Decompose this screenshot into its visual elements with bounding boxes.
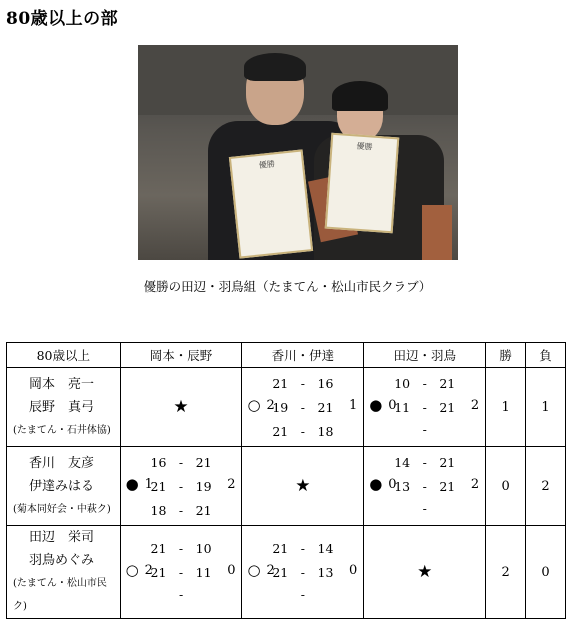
match-score-box — [364, 368, 485, 446]
player-name-2: 羽鳥めぐみ — [29, 553, 95, 568]
wins-count: 0 — [486, 447, 526, 526]
games-won: 0 — [388, 477, 397, 492]
header-wins: 勝 — [486, 343, 526, 368]
match-result-mark: ○ — [247, 396, 261, 414]
games-lost: 0 — [227, 563, 236, 578]
table-row — [7, 368, 566, 447]
game-1-score: 21 - 14 — [272, 541, 334, 556]
player-cell — [7, 368, 121, 447]
game-3-score: 18 - 21 — [150, 503, 212, 518]
match-score-cell — [120, 526, 242, 619]
player-name-2: 伊達みはる — [29, 478, 95, 494]
match-score-box — [242, 533, 363, 611]
self-match-star: ★ — [242, 447, 364, 526]
winners-photo — [138, 45, 458, 260]
player-club: (たまてん・石井体協) — [13, 424, 111, 436]
certificate-right-text: 優勝 — [356, 141, 373, 152]
self-match-star: ★ — [120, 368, 242, 447]
match-result-mark: ○ — [247, 561, 261, 579]
table-row — [7, 526, 566, 619]
header-losses: 負 — [526, 343, 566, 368]
player-cell — [7, 447, 121, 526]
match-score-box — [364, 447, 485, 525]
header-team-1: 岡本・辰野 — [120, 343, 242, 368]
games-lost: 2 — [227, 477, 236, 492]
match-score-cell — [364, 447, 486, 526]
match-score-box — [121, 533, 242, 611]
losses-count: 1 — [526, 368, 566, 447]
game-1-score: 16 - 21 — [150, 455, 212, 470]
table-header-row — [7, 343, 566, 368]
game-2-score: 11 - 21 — [394, 400, 456, 415]
match-score-cell — [364, 368, 486, 447]
game-3-score: - — [178, 587, 184, 602]
game-3-score: - — [422, 422, 427, 437]
losses-count: 0 — [526, 526, 566, 619]
player-name-1: 田辺 栄司 — [29, 530, 95, 545]
match-score-cell — [242, 526, 364, 619]
self-match-star: ★ — [364, 526, 486, 619]
match-result-mark: ○ — [125, 561, 139, 579]
player-name-1: 香川 友彦 — [29, 455, 95, 471]
game-2-score: 21 - 11 — [150, 565, 212, 580]
games-lost: 2 — [470, 477, 480, 492]
match-score-box — [242, 368, 363, 446]
certificate-right — [325, 133, 400, 234]
games-lost: 0 — [349, 563, 358, 578]
player-cell — [7, 526, 121, 619]
games-won: 2 — [266, 398, 275, 413]
wins-count: 1 — [486, 368, 526, 447]
game-2-score: 19 - 21 — [272, 400, 334, 415]
game-1-score: 10 - 21 — [394, 376, 456, 391]
prize-bag-right — [422, 205, 452, 260]
game-3-score: - — [300, 587, 305, 602]
losses-count: 2 — [526, 447, 566, 526]
certificate-left — [229, 149, 313, 258]
match-score-cell — [242, 368, 364, 447]
photo-woman-hair — [332, 81, 388, 111]
game-1-score: 14 - 21 — [394, 455, 456, 470]
games-won: 1 — [144, 477, 153, 492]
game-3-score: 21 - 18 — [272, 424, 334, 439]
match-score-cell — [120, 447, 242, 526]
certificate-left-text: 優勝 — [258, 159, 276, 171]
match-result-mark: ● — [369, 396, 383, 414]
header-team-3: 田辺・羽鳥 — [364, 343, 486, 368]
game-1-score: 21 - 16 — [272, 376, 334, 391]
player-club: (たまてん・松山市民ク) — [13, 578, 107, 612]
game-2-score: 21 - 19 — [150, 479, 212, 494]
match-result-mark: ● — [369, 475, 383, 493]
photo-caption: 優勝の田辺・羽鳥組（たまてん・松山市民クラブ） — [143, 279, 432, 294]
game-2-score: 21 - 13 — [272, 565, 334, 580]
table-row — [7, 447, 566, 526]
photo-man-hair — [244, 53, 306, 81]
games-lost: 2 — [470, 398, 480, 413]
game-3-score: - — [422, 501, 427, 516]
player-club: (菊本同好会・中萩ク) — [13, 503, 111, 515]
match-result-mark: ● — [125, 475, 139, 493]
player-name-1: 岡本 亮一 — [29, 376, 95, 392]
results-table — [6, 342, 566, 619]
games-won: 2 — [266, 563, 275, 578]
header-category: 80歳以上 — [7, 343, 121, 368]
game-1-score: 21 - 10 — [150, 541, 212, 556]
wins-count: 2 — [486, 526, 526, 619]
page-title: 80歳以上の部 — [6, 9, 119, 29]
match-score-box — [121, 447, 242, 525]
header-team-2: 香川・伊達 — [242, 343, 364, 368]
player-name-2: 辰野 真弓 — [29, 399, 95, 415]
games-lost: 1 — [349, 398, 358, 413]
game-2-score: 13 - 21 — [394, 479, 456, 494]
games-won: 0 — [388, 398, 397, 413]
games-won: 2 — [144, 563, 153, 578]
